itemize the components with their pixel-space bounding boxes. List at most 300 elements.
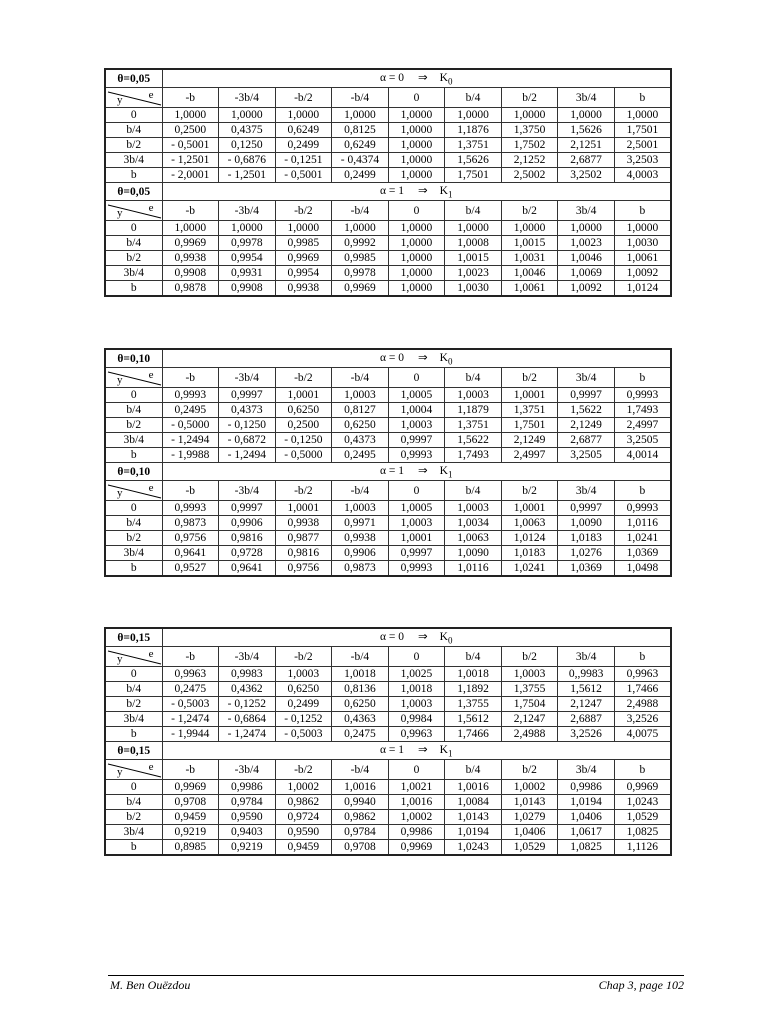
- table-cell: 1,0003: [501, 667, 558, 682]
- alpha-value: α = 0: [379, 631, 404, 644]
- theta-label: θ=0,15: [105, 628, 162, 647]
- column-header-row: [105, 368, 671, 388]
- table-cell: 1,0004: [388, 403, 445, 418]
- table-row: [105, 667, 671, 682]
- table-cell: - 0,5003: [275, 727, 332, 742]
- table-cell: 1,0015: [445, 251, 502, 266]
- table-cell: 1,0000: [388, 266, 445, 281]
- row-label: 3b/4: [105, 153, 162, 168]
- k-coefficient-label: [439, 631, 453, 646]
- table-cell: 1,0000: [388, 281, 445, 297]
- table-cell: 1,0825: [614, 825, 671, 840]
- table-cell: 1,0002: [501, 780, 558, 795]
- row-label: b/2: [105, 418, 162, 433]
- table-cell: 0,9728: [219, 546, 276, 561]
- table-cell: 1,0000: [388, 138, 445, 153]
- table-cell: 1,0021: [388, 780, 445, 795]
- column-header: 3b/4: [558, 201, 615, 221]
- table-cell: 1,7501: [614, 123, 671, 138]
- table-cell: 0,9969: [332, 281, 389, 297]
- table-cell: - 0,1252: [275, 712, 332, 727]
- table-cell: 1,7466: [445, 727, 502, 742]
- table-cell: 1,0063: [501, 516, 558, 531]
- table-cell: 3,2502: [558, 168, 615, 183]
- row-label: b/4: [105, 403, 162, 418]
- table-row: [105, 795, 671, 810]
- table-cell: 1,0000: [614, 108, 671, 123]
- column-header: -b: [162, 368, 219, 388]
- table-cell: 1,0000: [332, 221, 389, 236]
- table-cell: 1,0018: [332, 667, 389, 682]
- table-cell: 1,0000: [388, 123, 445, 138]
- table-cell: 2,1252: [501, 153, 558, 168]
- table-cell: 0,9993: [162, 388, 219, 403]
- column-header: -b/2: [275, 760, 332, 780]
- table-row: [105, 388, 671, 403]
- table-cell: 1,0529: [614, 810, 671, 825]
- table-cell: 0,2499: [275, 138, 332, 153]
- table-cell: 1,0243: [614, 795, 671, 810]
- table-cell: - 1,9988: [162, 448, 219, 463]
- footer-page-number: Chap 3, page 102: [598, 978, 684, 992]
- corner-y-label: y: [117, 374, 123, 386]
- column-header: -3b/4: [219, 760, 276, 780]
- table-cell: 0,4375: [219, 123, 276, 138]
- section-header-row: [105, 742, 671, 760]
- table-cell: 1,0061: [501, 281, 558, 297]
- table-cell: - 1,2474: [219, 727, 276, 742]
- table-cell: 1,5612: [558, 682, 615, 697]
- table-cell: - 0,5001: [275, 168, 332, 183]
- corner-y-label: y: [117, 766, 123, 778]
- corner-cell: [105, 760, 162, 780]
- table-row: [105, 153, 671, 168]
- column-header: 0: [388, 368, 445, 388]
- k-letter: K: [439, 72, 448, 85]
- corner-y-label: y: [117, 94, 123, 106]
- table-cell: 0,9784: [219, 795, 276, 810]
- table-cell: 1,0194: [558, 795, 615, 810]
- table-cell: 1,0143: [445, 810, 502, 825]
- table-cell: 0,2499: [275, 697, 332, 712]
- table-cell: 1,0084: [445, 795, 502, 810]
- table-cell: 0,9590: [275, 825, 332, 840]
- table-row: [105, 697, 671, 712]
- table-row: [105, 501, 671, 516]
- row-label: b: [105, 561, 162, 577]
- table-cell: - 2,0001: [162, 168, 219, 183]
- column-header: -3b/4: [219, 201, 276, 221]
- table-row: [105, 266, 671, 281]
- table-cell: 1,0000: [445, 108, 502, 123]
- table-cell: 0,6250: [275, 682, 332, 697]
- table-cell: 1,7502: [501, 138, 558, 153]
- table-cell: 2,4997: [614, 418, 671, 433]
- table-cell: 0,9784: [332, 825, 389, 840]
- table-cell: 0,9997: [558, 388, 615, 403]
- table-cell: 0,9931: [219, 266, 276, 281]
- column-header: -b/4: [332, 88, 389, 108]
- table-cell: 0,9993: [614, 388, 671, 403]
- column-header: 3b/4: [558, 88, 615, 108]
- row-label: 0: [105, 388, 162, 403]
- table-cell: 0,4373: [219, 403, 276, 418]
- table-cell: - 0,5000: [162, 418, 219, 433]
- table-cell: 0,9969: [275, 251, 332, 266]
- table-cell: 3,2503: [614, 153, 671, 168]
- table-row: [105, 810, 671, 825]
- column-header: 0: [388, 201, 445, 221]
- table-cell: 0,9969: [162, 236, 219, 251]
- table-cell: 0,9908: [162, 266, 219, 281]
- table-cell: 1,0124: [614, 281, 671, 297]
- table-cell: 0,9986: [219, 780, 276, 795]
- table-cell: 0,9993: [162, 501, 219, 516]
- table-cell: - 0,6864: [219, 712, 276, 727]
- table-cell: 0,6249: [275, 123, 332, 138]
- table-cell: 0,9954: [219, 251, 276, 266]
- table-cell: 1,0000: [388, 153, 445, 168]
- table-cell: 1,0001: [501, 501, 558, 516]
- alpha-value: α = 1: [379, 465, 404, 478]
- table-row: [105, 780, 671, 795]
- table-row: [105, 546, 671, 561]
- table-cell: 1,0000: [501, 108, 558, 123]
- table-cell: 0,9708: [162, 795, 219, 810]
- table-cell: - 1,2501: [162, 153, 219, 168]
- k-letter: K: [439, 352, 448, 365]
- table-cell: 1,0194: [445, 825, 502, 840]
- column-header: 0: [388, 88, 445, 108]
- table-cell: 1,0000: [558, 221, 615, 236]
- column-header-row: [105, 88, 671, 108]
- table-cell: 0,9986: [388, 825, 445, 840]
- table-cell: 1,3755: [445, 697, 502, 712]
- alpha-value: α = 1: [379, 185, 404, 198]
- table-cell: 1,3751: [445, 138, 502, 153]
- table-cell: 1,0143: [501, 795, 558, 810]
- row-label: b/4: [105, 795, 162, 810]
- table-cell: 0,2495: [332, 448, 389, 463]
- alpha-k-heading: [162, 183, 671, 201]
- column-header: 0: [388, 760, 445, 780]
- table-cell: - 0,5001: [162, 138, 219, 153]
- row-label: b/2: [105, 810, 162, 825]
- table-cell: 1,0000: [162, 221, 219, 236]
- table-cell: 1,0000: [388, 108, 445, 123]
- table-cell: 1,0090: [445, 546, 502, 561]
- table-cell: 1,0183: [558, 531, 615, 546]
- column-header: b: [614, 647, 671, 667]
- table-cell: 1,0243: [445, 840, 502, 856]
- column-header: -b: [162, 647, 219, 667]
- table-cell: 1,0001: [275, 388, 332, 403]
- table-cell: 1,3751: [501, 403, 558, 418]
- table-cell: 0,8985: [162, 840, 219, 856]
- k-coefficient-label: [439, 744, 453, 759]
- table-cell: 2,4988: [501, 727, 558, 742]
- k-letter: K: [439, 744, 448, 757]
- table-cell: 1,0034: [445, 516, 502, 531]
- row-label: b: [105, 168, 162, 183]
- k-letter: K: [439, 185, 448, 198]
- table-cell: 1,0116: [614, 516, 671, 531]
- table-cell: 1,0279: [501, 810, 558, 825]
- table-cell: 0,2475: [332, 727, 389, 742]
- table-cell: 1,0116: [445, 561, 502, 577]
- table-cell: 1,1126: [614, 840, 671, 856]
- table-cell: 1,0000: [501, 221, 558, 236]
- column-header: 3b/4: [558, 760, 615, 780]
- table-cell: 0,9978: [219, 236, 276, 251]
- column-header: -b/4: [332, 481, 389, 501]
- row-label: 3b/4: [105, 825, 162, 840]
- table-row: [105, 531, 671, 546]
- column-header: b: [614, 201, 671, 221]
- table-cell: 0,6250: [275, 403, 332, 418]
- table-cell: 2,1251: [558, 138, 615, 153]
- corner-y-label: y: [117, 653, 123, 665]
- k-subscript: 0: [447, 356, 453, 367]
- table-cell: 0,9978: [332, 266, 389, 281]
- table-row: [105, 418, 671, 433]
- table-cell: 1,0529: [501, 840, 558, 856]
- column-header: -3b/4: [219, 647, 276, 667]
- section-header-row: [105, 69, 671, 88]
- corner-e-label: e: [148, 761, 154, 773]
- table-cell: 1,0406: [501, 825, 558, 840]
- table-cell: 1,0005: [388, 501, 445, 516]
- column-header: -b/2: [275, 201, 332, 221]
- table-cell: 1,0008: [445, 236, 502, 251]
- k-coefficient-label: [439, 72, 453, 87]
- table-cell: 1,0001: [275, 501, 332, 516]
- table-cell: 1,0003: [275, 667, 332, 682]
- column-header: b: [614, 368, 671, 388]
- table-cell: 1,0005: [388, 388, 445, 403]
- table-cell: 2,1249: [501, 433, 558, 448]
- table-cell: 1,5612: [445, 712, 502, 727]
- column-header: b/2: [501, 201, 558, 221]
- row-label: b/2: [105, 251, 162, 266]
- table-cell: 1,0617: [558, 825, 615, 840]
- data-table: [104, 627, 672, 856]
- table-cell: 1,0001: [501, 388, 558, 403]
- table-cell: 2,4997: [501, 448, 558, 463]
- table-cell: 1,0000: [445, 221, 502, 236]
- k-subscript: 1: [447, 189, 453, 200]
- column-header: b: [614, 760, 671, 780]
- table-cell: 0,6250: [332, 418, 389, 433]
- table-cell: 0,9459: [162, 810, 219, 825]
- table-cell: - 0,5000: [275, 448, 332, 463]
- theta-label: θ=0,15: [105, 742, 162, 760]
- table-cell: 0,2495: [162, 403, 219, 418]
- table-cell: 0,9993: [614, 501, 671, 516]
- table-row: [105, 433, 671, 448]
- table-cell: 2,6877: [558, 433, 615, 448]
- table-row: [105, 727, 671, 742]
- alpha-k-heading: [162, 69, 671, 88]
- table-cell: 1,0069: [558, 266, 615, 281]
- table-cell: 1,0061: [614, 251, 671, 266]
- data-table: [104, 348, 672, 577]
- table-cell: 1,0092: [614, 266, 671, 281]
- column-header: b/4: [445, 368, 502, 388]
- table-row: [105, 123, 671, 138]
- table-cell: 0,9963: [388, 727, 445, 742]
- corner-cell: [105, 647, 162, 667]
- table-cell: 4,0003: [614, 168, 671, 183]
- table-cell: 0,9708: [332, 840, 389, 856]
- theta-label: θ=0,10: [105, 349, 162, 368]
- table-cell: - 1,2501: [219, 168, 276, 183]
- table-cell: 1,0000: [162, 108, 219, 123]
- column-header: -3b/4: [219, 88, 276, 108]
- table-cell: 2,1247: [558, 697, 615, 712]
- table-cell: 1,0018: [388, 682, 445, 697]
- alpha-value: α = 0: [379, 72, 404, 85]
- table-row: [105, 840, 671, 856]
- table-cell: 0,2499: [332, 168, 389, 183]
- table-cell: 1,7504: [501, 697, 558, 712]
- table-cell: 0,9756: [162, 531, 219, 546]
- table-cell: 0,9219: [219, 840, 276, 856]
- table-cell: 0,9906: [219, 516, 276, 531]
- table-row: [105, 251, 671, 266]
- table-cell: 1,0241: [501, 561, 558, 577]
- table-cell: 0,8127: [332, 403, 389, 418]
- row-label: 0: [105, 780, 162, 795]
- theta-label: θ=0,05: [105, 183, 162, 201]
- table-cell: 1,0003: [332, 501, 389, 516]
- table-cell: 0,9403: [219, 825, 276, 840]
- table-cell: 1,0000: [275, 221, 332, 236]
- table-cell: 0,4363: [332, 712, 389, 727]
- row-label: b: [105, 281, 162, 297]
- table-row: [105, 108, 671, 123]
- table-cell: 1,0030: [445, 281, 502, 297]
- table-cell: 2,6877: [558, 153, 615, 168]
- table-cell: 0,9969: [614, 780, 671, 795]
- table-row: [105, 221, 671, 236]
- k-subscript: 1: [447, 469, 453, 480]
- table-cell: 2,4988: [614, 697, 671, 712]
- corner-y-label: y: [117, 487, 123, 499]
- row-label: b/2: [105, 531, 162, 546]
- table-cell: 1,3751: [445, 418, 502, 433]
- table-cell: 0,9219: [162, 825, 219, 840]
- theta-label: θ=0,05: [105, 69, 162, 88]
- table-cell: 0,9862: [275, 795, 332, 810]
- table-row: [105, 516, 671, 531]
- table-cell: 1,7501: [445, 168, 502, 183]
- table-cell: 3,2505: [614, 433, 671, 448]
- column-header-row: [105, 481, 671, 501]
- table-cell: 0,9816: [219, 531, 276, 546]
- table-cell: 0,9908: [219, 281, 276, 297]
- table-cell: - 0,6876: [219, 153, 276, 168]
- table-cell: 1,0369: [558, 561, 615, 577]
- table-cell: 0,9985: [275, 236, 332, 251]
- corner-y-label: y: [117, 207, 123, 219]
- column-header: b/4: [445, 481, 502, 501]
- table-cell: 1,7466: [614, 682, 671, 697]
- corner-cell: [105, 481, 162, 501]
- table-cell: 0,9997: [219, 501, 276, 516]
- column-header: -b: [162, 760, 219, 780]
- table-cell: - 0,1251: [275, 153, 332, 168]
- table-cell: 1,0183: [501, 546, 558, 561]
- table-cell: 0,9997: [388, 433, 445, 448]
- table-cell: 1,1876: [445, 123, 502, 138]
- table-cell: 2,6887: [558, 712, 615, 727]
- table-cell: 0,9969: [162, 780, 219, 795]
- table-cell: 0,9862: [332, 810, 389, 825]
- column-header: -b/4: [332, 368, 389, 388]
- column-header-row: [105, 201, 671, 221]
- row-label: b/2: [105, 138, 162, 153]
- column-header: -b: [162, 481, 219, 501]
- k-coefficient-label: [439, 465, 453, 480]
- table-cell: 0,9985: [332, 251, 389, 266]
- table-cell: 1,1879: [445, 403, 502, 418]
- table-cell: 1,0241: [614, 531, 671, 546]
- table-cell: 0,4362: [219, 682, 276, 697]
- table-cell: 0,9986: [558, 780, 615, 795]
- row-label: 3b/4: [105, 712, 162, 727]
- table-cell: - 0,6872: [219, 433, 276, 448]
- table-cell: - 0,1250: [219, 418, 276, 433]
- table-cell: 1,0825: [558, 840, 615, 856]
- table-cell: 1,0003: [388, 516, 445, 531]
- row-label: 3b/4: [105, 546, 162, 561]
- table-cell: 0,6249: [332, 138, 389, 153]
- table-cell: 0,9940: [332, 795, 389, 810]
- table-cell: 0,9756: [275, 561, 332, 577]
- table-row: [105, 403, 671, 418]
- table-cell: 3,2526: [558, 727, 615, 742]
- column-header: b/4: [445, 647, 502, 667]
- table-cell: 1,0023: [445, 266, 502, 281]
- table-cell: - 1,2494: [219, 448, 276, 463]
- table-cell: 0,4373: [332, 433, 389, 448]
- column-header: b/2: [501, 481, 558, 501]
- table-row: [105, 281, 671, 297]
- column-header-row: [105, 647, 671, 667]
- k-coefficient-label: [439, 185, 453, 200]
- table-cell: 1,5622: [558, 403, 615, 418]
- row-label: b/4: [105, 516, 162, 531]
- table-cell: 1,0016: [445, 780, 502, 795]
- table-cell: 0,9938: [332, 531, 389, 546]
- table-cell: 1,0369: [614, 546, 671, 561]
- table-cell: 1,0063: [445, 531, 502, 546]
- table-cell: 1,0090: [558, 516, 615, 531]
- table-cell: 1,0000: [388, 221, 445, 236]
- table-cell: 1,0031: [501, 251, 558, 266]
- table-cell: 1,7493: [614, 403, 671, 418]
- row-label: b: [105, 727, 162, 742]
- table-cell: 0,2500: [162, 123, 219, 138]
- table-cell: 1,7501: [501, 418, 558, 433]
- k-letter: K: [439, 631, 448, 644]
- table-cell: - 0,5003: [162, 697, 219, 712]
- footer-divider: [108, 975, 684, 976]
- row-label: b: [105, 840, 162, 856]
- table-row: [105, 712, 671, 727]
- table-cell: 1,7493: [445, 448, 502, 463]
